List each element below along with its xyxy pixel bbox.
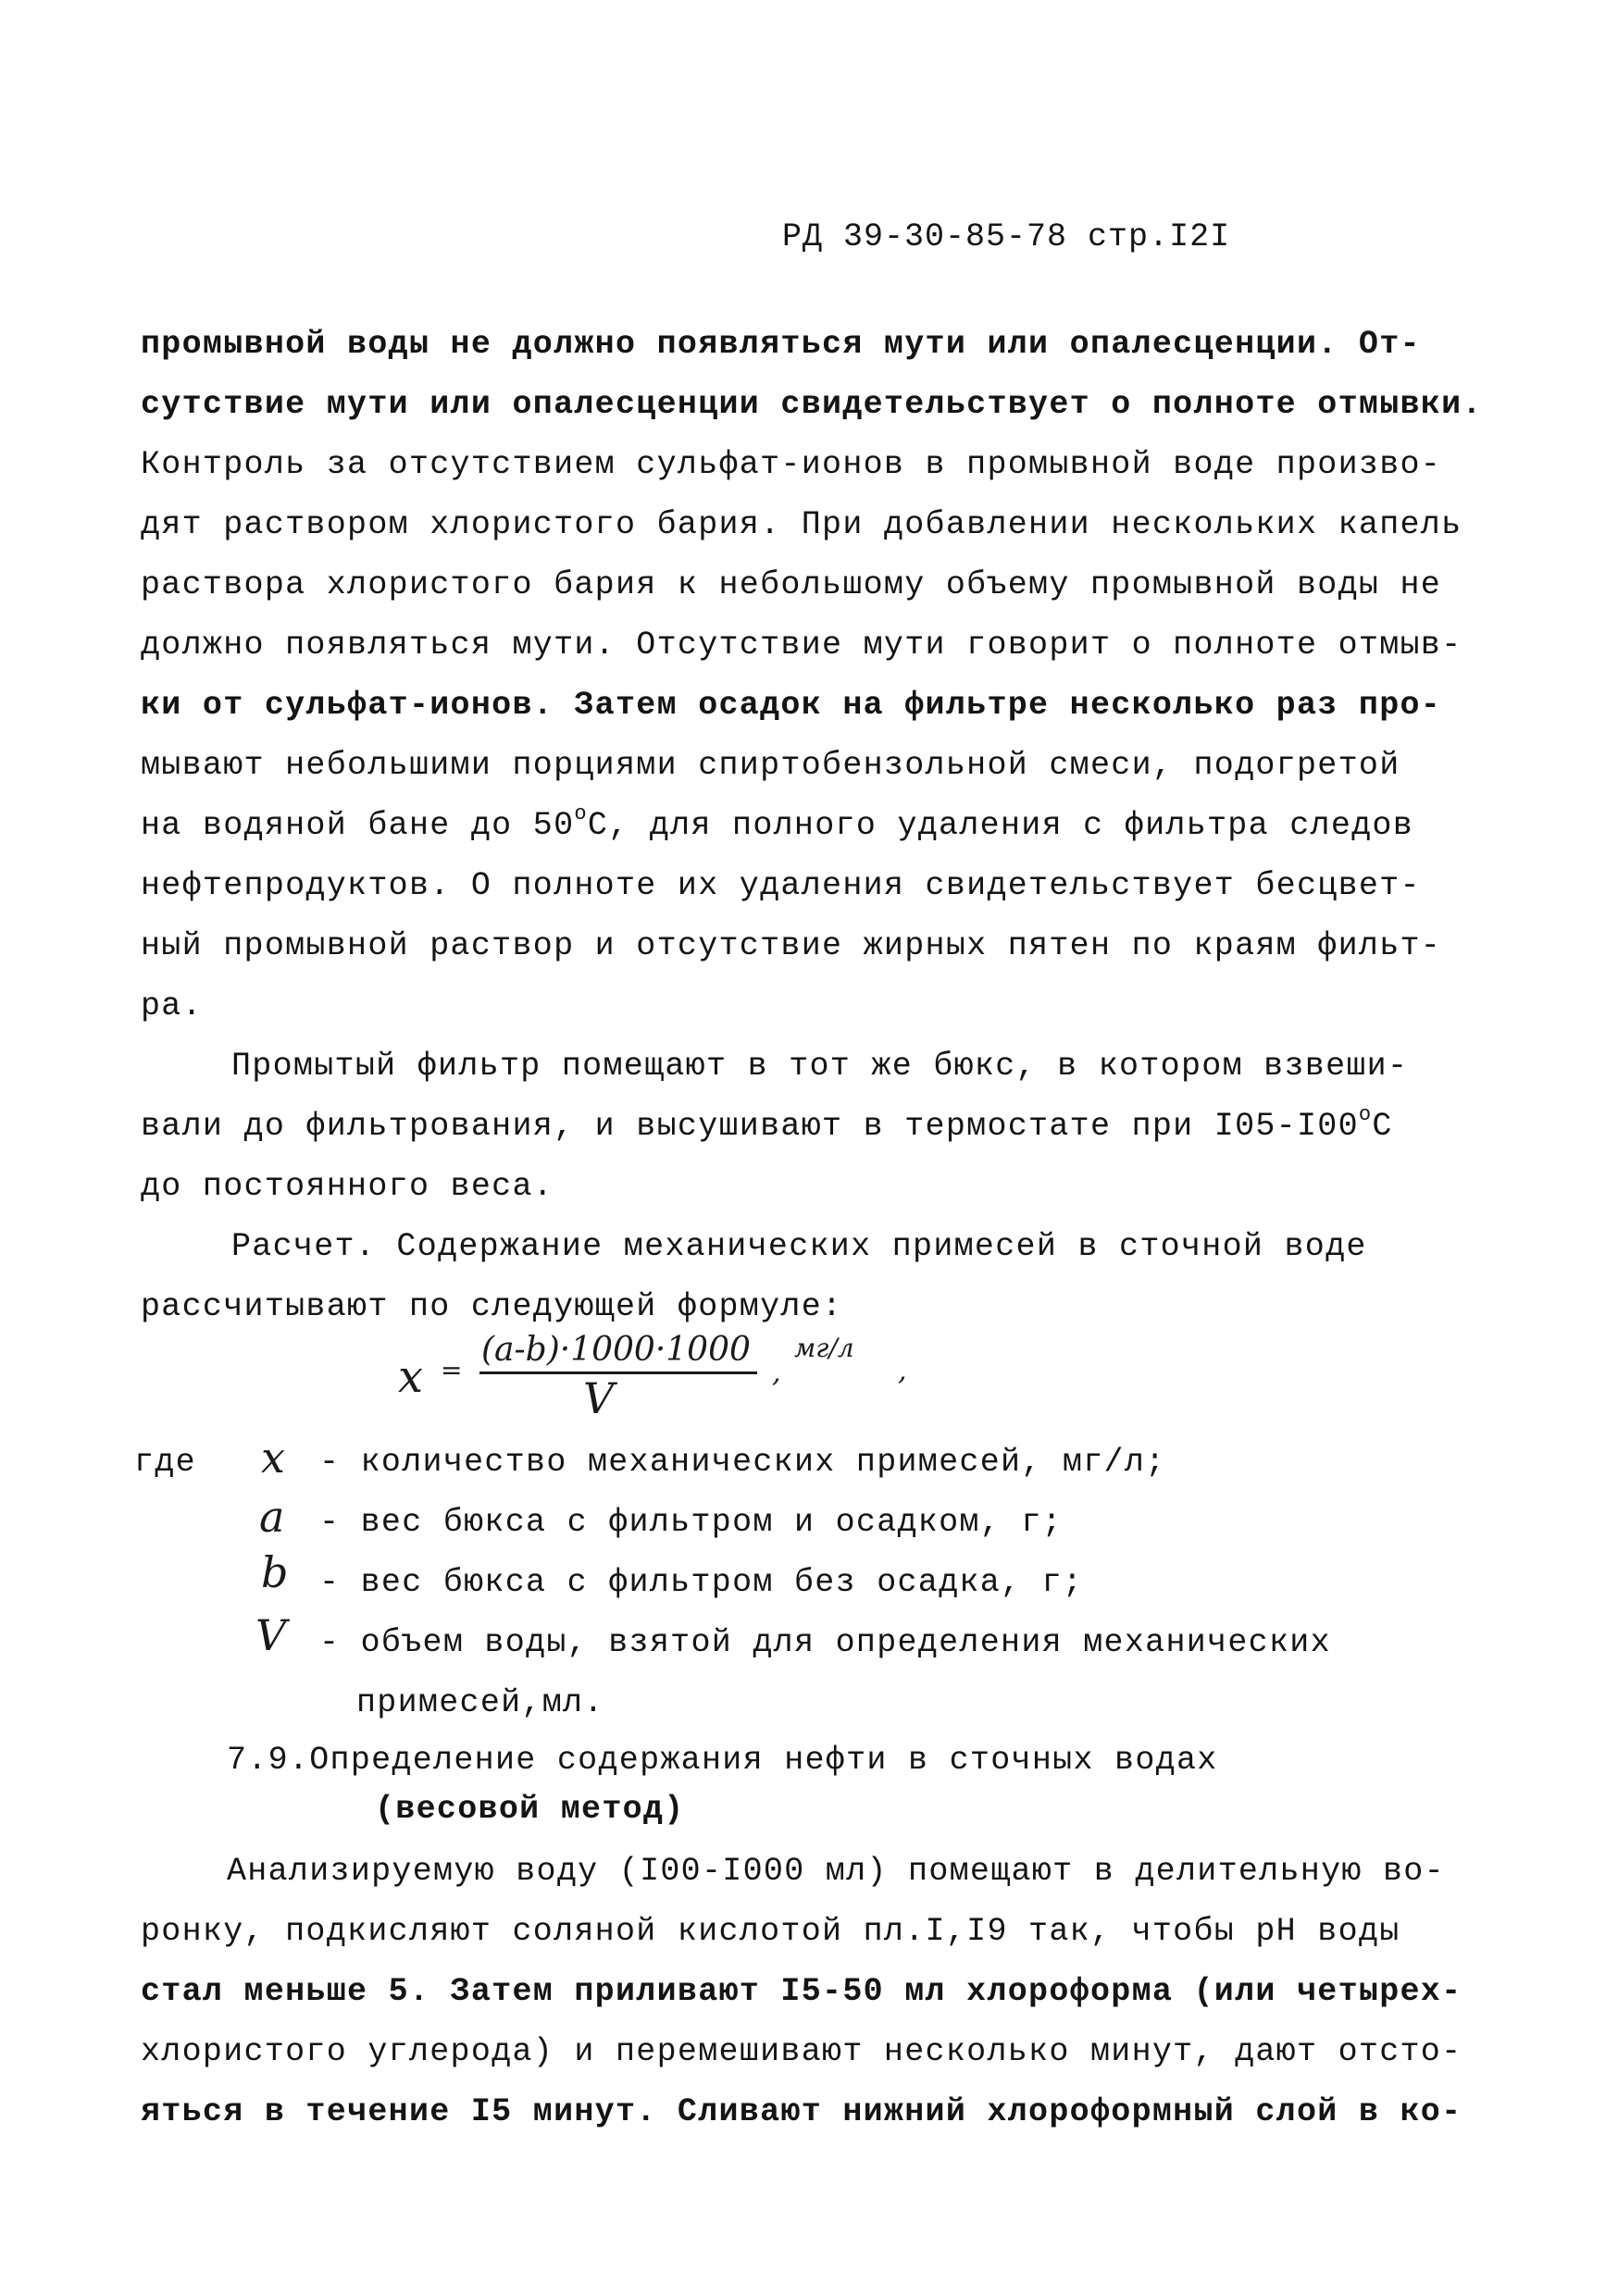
degree-superscript: o (1358, 1103, 1373, 1126)
text-line: хлористого углерода) и перемешивают несколько минут, дают отсто- (141, 2033, 1462, 2070)
text-run: С (1372, 1108, 1393, 1145)
text-line: должно появляться мути. Отсутствие мути говорит о полноте отмыв- (141, 627, 1462, 664)
text-line: Промытый фильтр помещают в тот же бюкс, в котором взвеши- (231, 1048, 1409, 1085)
text-line-with-superscript (141, 802, 1414, 844)
formula-comma: , (898, 1355, 907, 1387)
text-line: промывной воды не должно появляться мути или опалесценции. От- (141, 326, 1421, 363)
formula-units: мг/л (794, 1333, 854, 1363)
text-run: на водяной бане до 50 (141, 807, 575, 844)
text-line: Контроль за отсутствием сульфат-ионов в промывной воде произво- (141, 446, 1442, 483)
formula-equals: = (441, 1355, 463, 1385)
text-line: сутствие мути или опалесценции свидетельствует о полноте отмывки. (141, 386, 1483, 423)
text-line: Расчет. Содержание механических примесей в сточной воде (231, 1228, 1367, 1265)
formula-numerator: (a-b)·1000·1000 (481, 1331, 751, 1369)
fraction-bar (479, 1371, 757, 1374)
formula (398, 1331, 953, 1423)
text-line: нефтепродуктов. О полноте их удаления свидетельствует бесцвет- (141, 867, 1421, 904)
text-line: рассчитывают по следующей формуле: (141, 1288, 843, 1325)
definition-b: - вес бюкса с фильтром без осадка, г; (319, 1564, 1084, 1601)
text-line: ра. (141, 987, 203, 1024)
formula-comma: , (772, 1357, 781, 1389)
definition-v: - объем воды, взятой для определения механических (319, 1624, 1331, 1661)
text-line: ки от сульфат-ионов. Затем осадок на фильтре несколько раз про- (141, 687, 1442, 724)
text-line: мывают небольшими порциями спиртобензольной смеси, подогретой (141, 747, 1400, 784)
text-line: яться в течение I5 минут. Сливают нижний хлороформный слой в ко- (141, 2093, 1462, 2130)
section-subtitle: (весовой метод) (375, 1791, 685, 1828)
degree-superscript: o (574, 802, 588, 825)
page-header: РД 39-30-85-78 стр.I2I (782, 218, 1231, 255)
text-line: дят раствором хлористого бария. При добавлении нескольких капель (141, 506, 1462, 543)
text-run: С, для полного удаления с фильтра следов (587, 807, 1414, 844)
where-label: где (134, 1444, 196, 1481)
text-line-with-superscript (141, 1103, 1393, 1145)
section-title: 7.9.Определение содержания нефти в сточных водах (227, 1742, 1218, 1779)
definition-a: - вес бюкса с фильтром и осадком, г; (319, 1504, 1063, 1541)
text-line: стал меньше 5. Затем приливают I5-50 мл хлороформа (или четырех- (141, 1973, 1462, 2010)
text-line: ный промывной раствор и отсутствие жирных пятен по краям фильт- (141, 927, 1442, 964)
formula-lhs: x (398, 1351, 424, 1403)
symbol-b: b (261, 1547, 289, 1597)
symbol-v: V (255, 1610, 287, 1660)
symbol-x: x (261, 1433, 285, 1483)
text-line: ронку, подкисляют соляной кислотой пл.I,I9 так, чтобы pH воды (141, 1913, 1400, 1950)
text-line: до постоянного веса. (141, 1168, 554, 1205)
symbol-a: a (259, 1492, 285, 1542)
formula-denominator: V (583, 1373, 615, 1423)
definition-x: - количество механических примесей, мг/л; (319, 1444, 1166, 1481)
text-line: раствора хлористого бария к небольшому объему промывной воды не (141, 566, 1442, 603)
definition-continuation: примесей,мл. (356, 1684, 604, 1721)
text-run: вали до фильтрования, и высушивают в термостате при I05-I00 (141, 1108, 1359, 1145)
text-line: Анализируемую воду (I00-I000 мл) помещают в делительную во- (227, 1853, 1445, 1890)
